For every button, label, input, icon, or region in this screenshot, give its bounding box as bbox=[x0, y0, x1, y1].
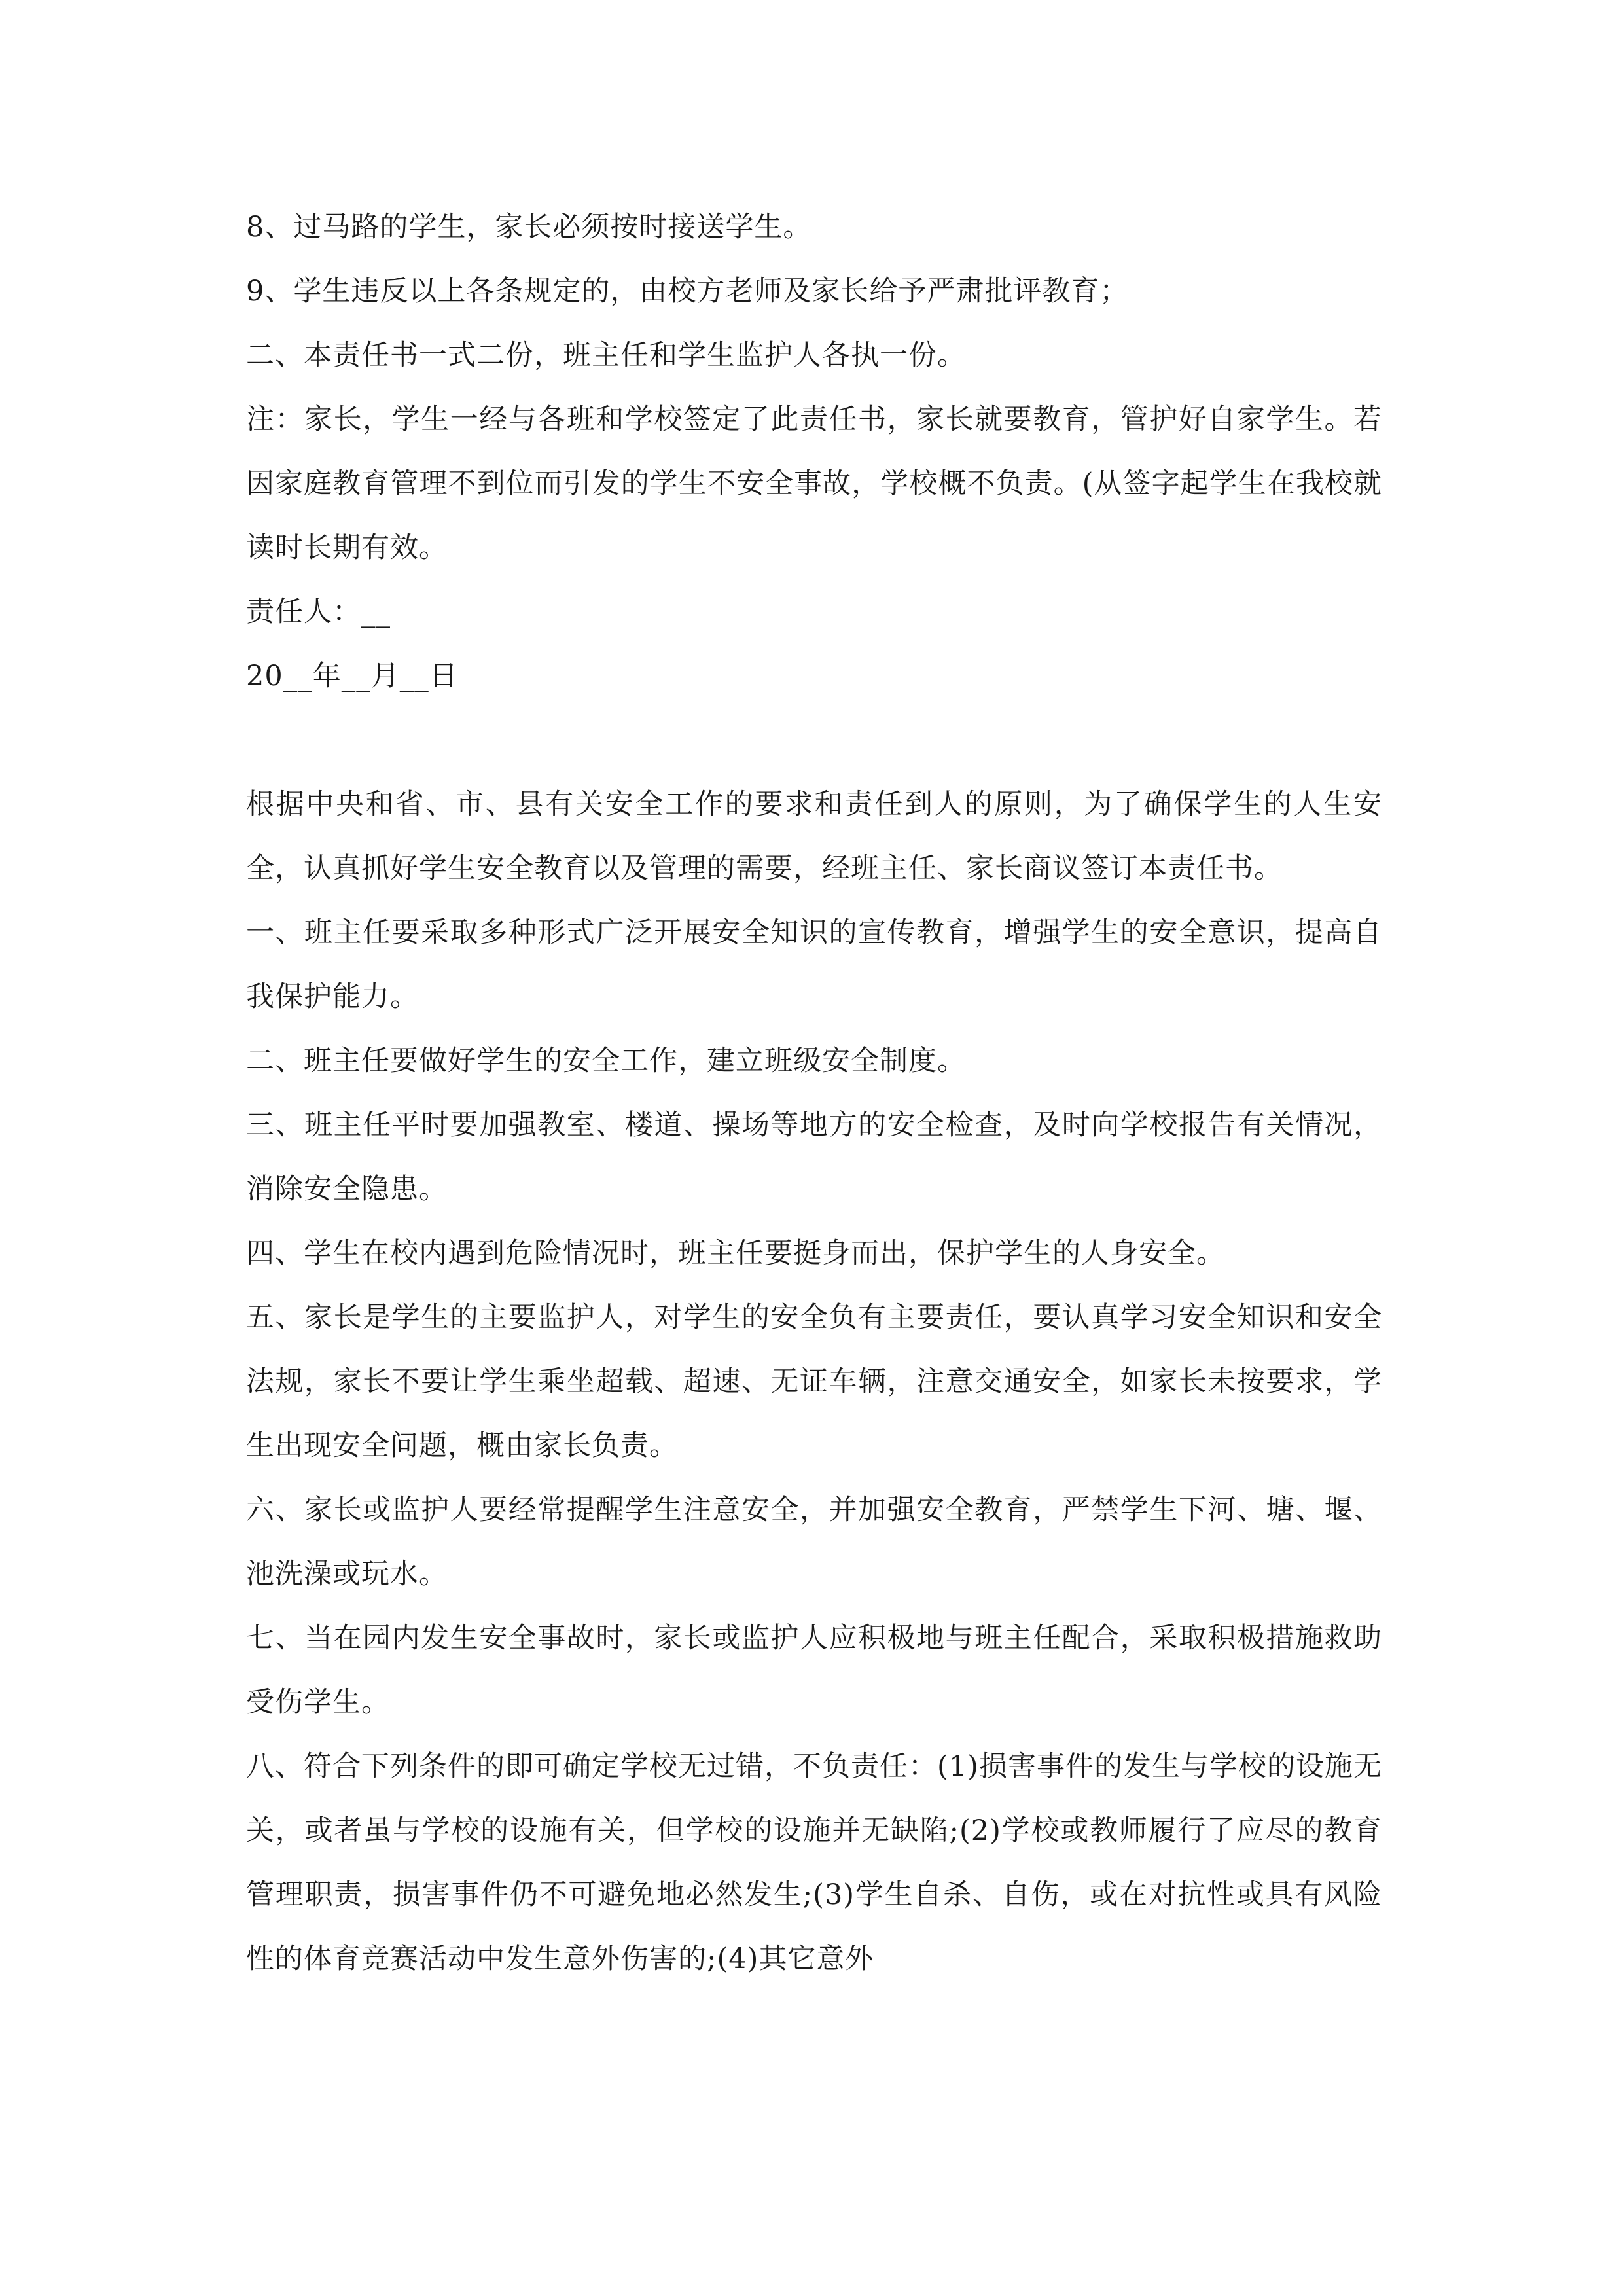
clause-6: 六、家长或监护人要经常提醒学生注意安全，并加强安全教育，严禁学生下河、塘、堰、池洗澡或玩水。 bbox=[246, 1494, 1382, 1590]
responsible-person-line: 责任人：__ bbox=[246, 596, 391, 628]
clause-7: 七、当在园内发生安全事故时，家长或监护人应积极地与班主任配合，采取积极措施救助受伤学生。 bbox=[246, 1622, 1382, 1719]
clause-5: 五、家长是学生的主要监护人，对学生的安全负有主要责任，要认真学习安全知识和安全法规，家长不要让学生乘坐超载、超速、无证车辆，注意交通安全，如家长未按要求，学生出现安全问题，概由家长负责。 bbox=[246, 1301, 1382, 1462]
intro-paragraph: 根据中央和省、市、县有关安全工作的要求和责任到人的原则，为了确保学生的人生安全，认真抓好学生安全教育以及管理的需要，经班主任、家长商议签订本责任书。 bbox=[246, 788, 1382, 885]
section-gap bbox=[246, 708, 1382, 772]
document-body bbox=[246, 195, 1382, 1991]
copies-clause: 二、本责任书一式二份，班主任和学生监护人各执一份。 bbox=[246, 339, 966, 372]
clause-1: 一、班主任要采取多种形式广泛开展安全知识的宣传教育，增强学生的安全意识，提高自我保护能力。 bbox=[246, 916, 1382, 1013]
date-line: 20__年__月__日 bbox=[246, 660, 458, 692]
rule-item-9: 9、学生违反以上各条规定的，由校方老师及家长给予严肃批评教育； bbox=[246, 275, 1129, 308]
clause-2: 二、班主任要做好学生的安全工作，建立班级安全制度。 bbox=[246, 1045, 966, 1077]
clause-3: 三、班主任平时要加强教室、楼道、操场等地方的安全检查，及时向学校报告有关情况，消除安全隐患。 bbox=[246, 1109, 1382, 1206]
note-paragraph: 注：家长，学生一经与各班和学校签定了此责任书，家长就要教育，管护好自家学生。若因家庭教育管理不到位而引发的学生不安全事故，学校概不负责。(从签字起学生在我校就读时长期有效。 bbox=[246, 403, 1382, 564]
rule-item-8: 8、过马路的学生，家长必须按时接送学生。 bbox=[246, 211, 812, 243]
clause-8: 八、符合下列条件的即可确定学校无过错，不负责任：(1)损害事件的发生与学校的设施无关，或者虽与学校的设施有关，但学校的设施并无缺陷;(2)学校或教师履行了应尽的教育管理职责，损害事件仍不可避免地必然发生;(3)学生自杀、自伤，或在对抗性或具有风险性的体育竞赛活动中发生意外伤害的;(4)其它意外 bbox=[246, 1750, 1382, 1975]
clause-4: 四、学生在校内遇到危险情况时，班主任要挺身而出，保护学生的人身安全。 bbox=[246, 1237, 1225, 1270]
